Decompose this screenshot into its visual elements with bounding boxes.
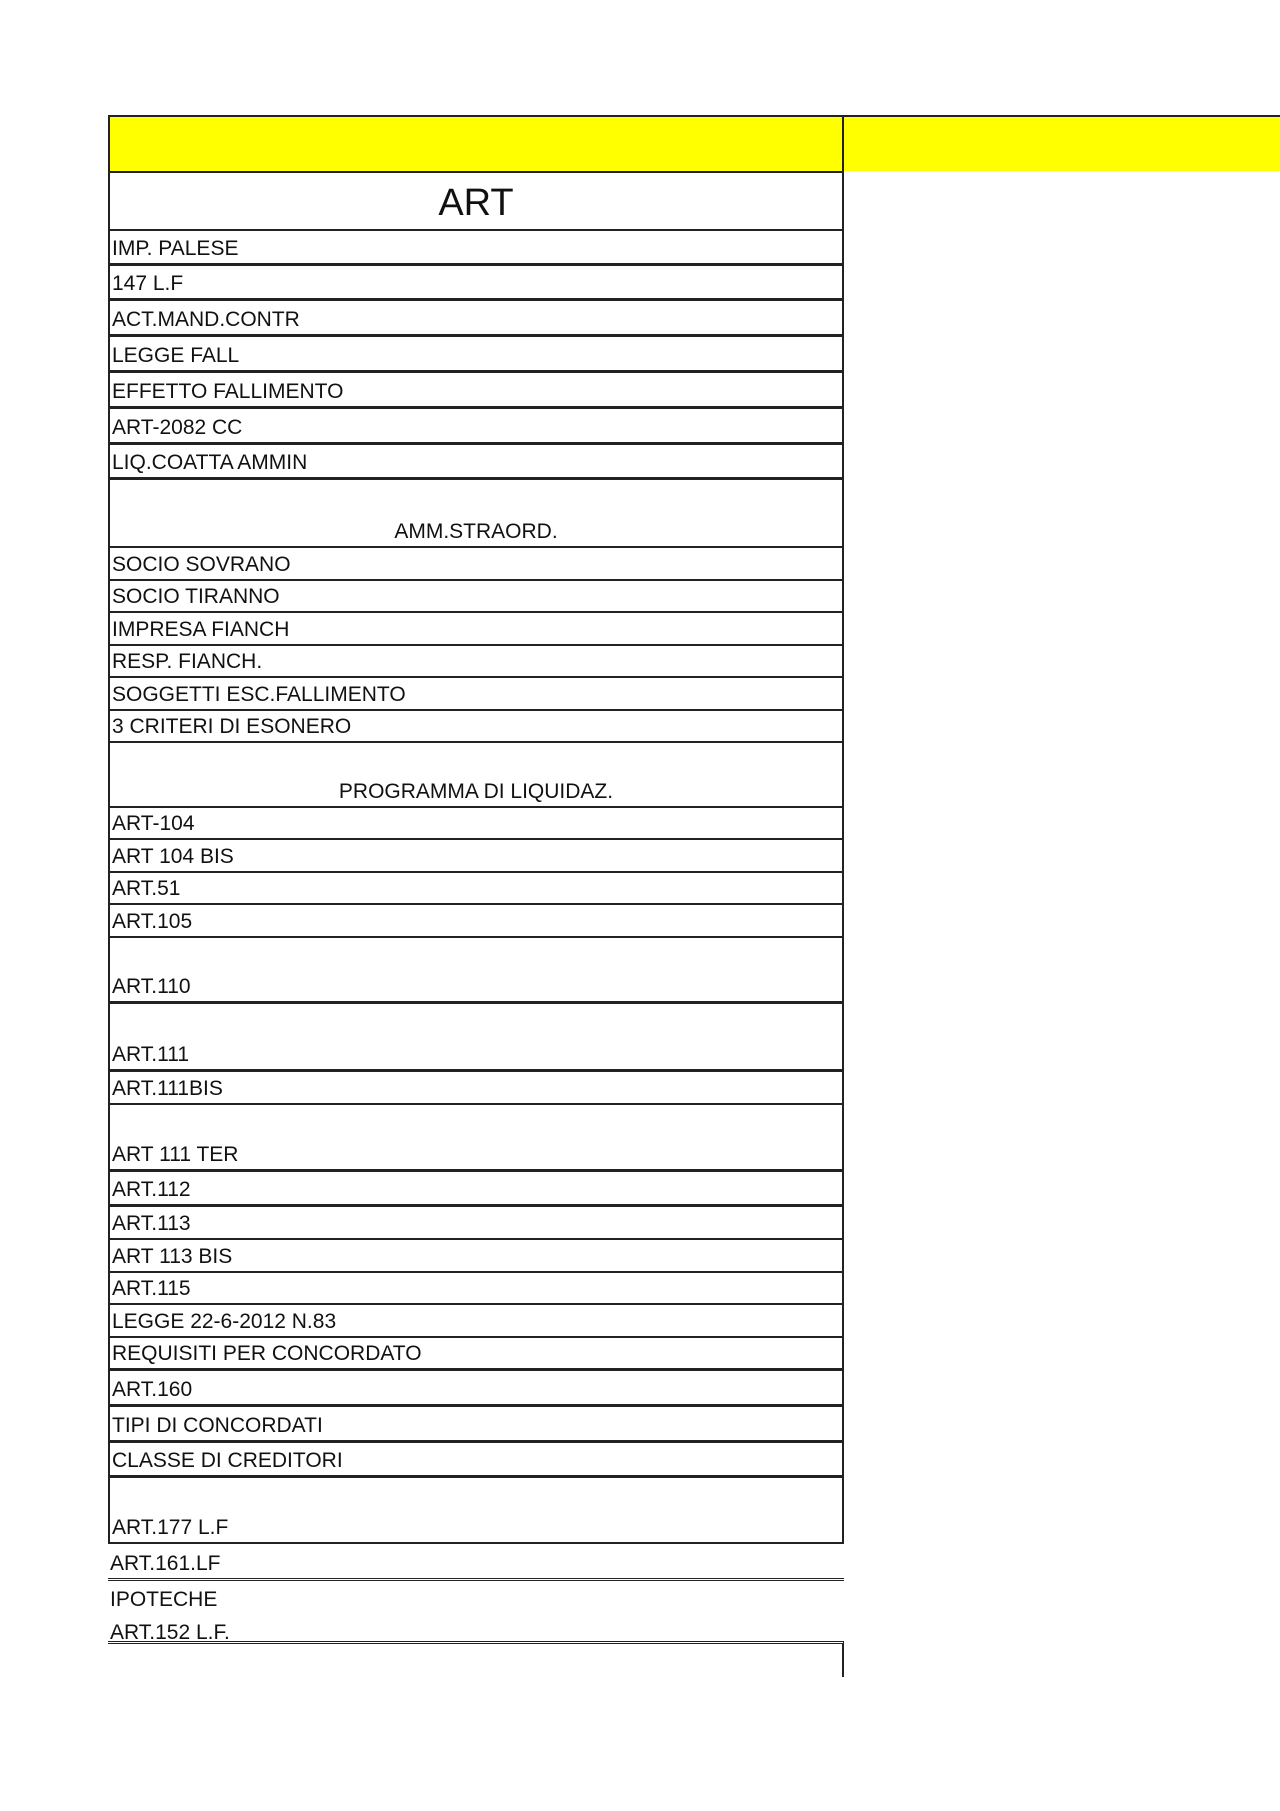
cell-text: ART.115 [112, 1277, 191, 1300]
table-row[interactable] [108, 806, 844, 838]
table-row[interactable] [108, 1170, 844, 1205]
cell-text: TIPI DI CONCORDATI [112, 1414, 323, 1437]
cell-text: ART.51 [112, 877, 181, 900]
cell-text: IPOTECHE [110, 1588, 218, 1611]
table-row[interactable] [108, 871, 844, 903]
table-row[interactable] [108, 1238, 844, 1271]
table-row[interactable] [108, 1544, 844, 1578]
cell-text: EFFETTO FALLIMENTO [112, 380, 344, 403]
table-row[interactable] [108, 579, 844, 611]
cell-text: ART.105 [112, 910, 193, 933]
cell-text: ART.160 [112, 1378, 193, 1401]
cell-text: AMM.STRAORD. [394, 520, 558, 543]
table-row[interactable] [108, 1441, 844, 1476]
table-row[interactable] [108, 371, 844, 407]
table-row[interactable] [108, 443, 844, 478]
table-row[interactable] [108, 1369, 844, 1405]
cell-text: ART.152 L.F. [110, 1621, 230, 1644]
cell-text: LEGGE 22-6-2012 N.83 [112, 1310, 337, 1333]
table-row[interactable] [108, 478, 844, 546]
cell-text: 147 L.F [112, 272, 184, 295]
cell-text: IMP. PALESE [112, 237, 239, 260]
cell-text: ART-104 [112, 812, 195, 835]
table-bottom-edge [108, 1641, 844, 1677]
table-row[interactable] [108, 676, 844, 709]
cell-text: ART.110 [112, 975, 191, 998]
cell-text: 3 CRITERI DI ESONERO [112, 715, 352, 738]
cell-text: ART.161.LF [110, 1552, 221, 1575]
table-row[interactable] [108, 741, 844, 806]
cell-text: ART 111 TER [112, 1143, 239, 1166]
table-row[interactable] [108, 1405, 844, 1441]
table-row[interactable] [108, 1205, 844, 1238]
cell-text: PROGRAMMA DI LIQUIDAZ. [338, 780, 614, 803]
table-row[interactable] [108, 1336, 844, 1369]
table-row[interactable] [108, 1271, 844, 1303]
table-row[interactable] [108, 1476, 844, 1544]
table-row[interactable] [108, 709, 844, 741]
cell-text: IMPRESA FIANCH [112, 618, 290, 641]
header-band-border [108, 115, 844, 171]
table-row[interactable] [108, 229, 844, 264]
table-row[interactable] [108, 936, 844, 1002]
table-row[interactable] [108, 264, 844, 299]
table-row[interactable] [108, 299, 844, 335]
table-row[interactable] [108, 407, 844, 443]
cell-text: ART.177 L.F [112, 1516, 229, 1539]
cell-text: RESP. FIANCH. [112, 650, 263, 673]
spreadsheet-table [108, 171, 844, 1647]
cell-text: ART.111 [112, 1043, 190, 1066]
table-row[interactable] [108, 838, 844, 871]
cell-text: ACT.MAND.CONTR [112, 308, 300, 331]
cell-text: ART 104 BIS [112, 845, 234, 868]
table-row[interactable] [108, 1303, 844, 1336]
table-row[interactable] [108, 903, 844, 936]
cell-text: ART.112 [112, 1178, 191, 1201]
table-row[interactable] [108, 1002, 844, 1070]
table-row[interactable] [108, 1103, 844, 1170]
cell-text: SOCIO TIRANNO [112, 585, 280, 608]
cell-text: LEGGE FALL [112, 344, 240, 367]
cell-text: ART.111BIS [112, 1077, 223, 1100]
cell-text: LIQ.COATTA AMMIN [112, 451, 308, 474]
column-header-cell[interactable]: ART [108, 171, 844, 229]
cell-text: ART 113 BIS [112, 1245, 233, 1268]
table-row[interactable] [108, 335, 844, 371]
cell-text: SOGGETTI ESC.FALLIMENTO [112, 683, 406, 706]
cell-text: SOCIO SOVRANO [112, 553, 291, 576]
cell-text: ART.113 [112, 1212, 191, 1235]
table-row[interactable] [108, 1578, 844, 1614]
cell-text: CLASSE DI CREDITORI [112, 1449, 343, 1472]
table-row[interactable] [108, 644, 844, 676]
table-row[interactable] [108, 1070, 844, 1103]
table-row[interactable] [108, 611, 844, 644]
table-row[interactable] [108, 546, 844, 579]
cell-text: REQUISITI PER CONCORDATO [112, 1342, 422, 1365]
cell-text: ART-2082 CC [112, 416, 243, 439]
